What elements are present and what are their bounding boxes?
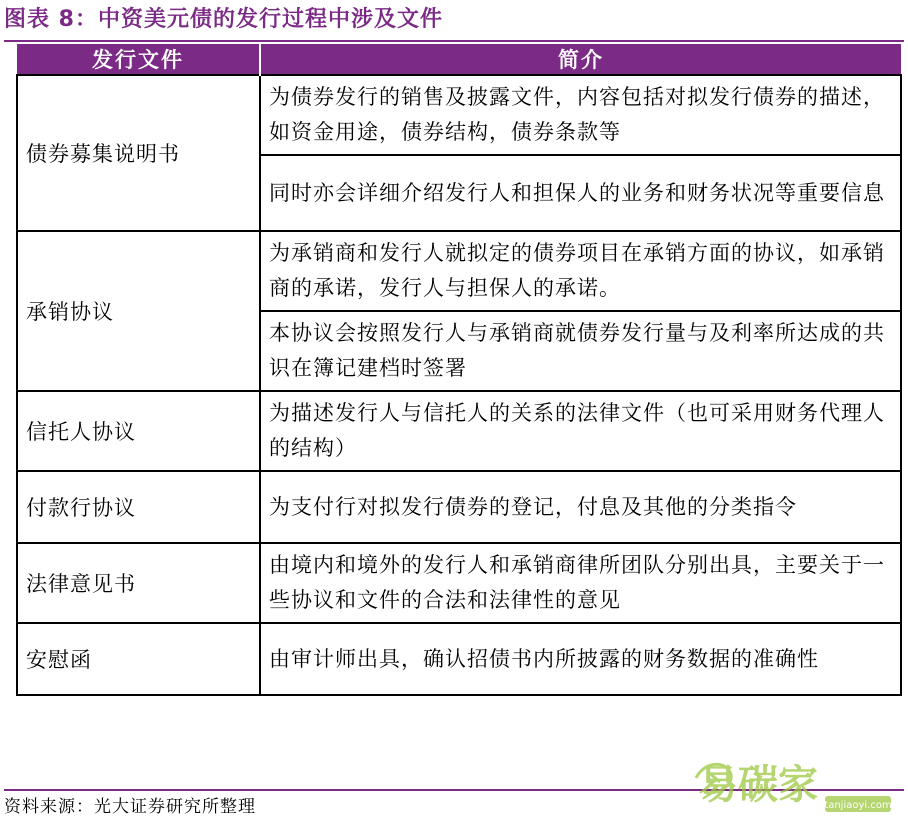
doc-desc: 为债券发行的销售及披露文件，内容包括对拟发行债券的描述，如资金用途，债券结构，债券条款等 [260,75,901,155]
doc-name-comfort-letter: 安慰函 [17,623,260,695]
watermark-domain: tanjiaoyi.com [824,800,892,811]
doc-name-prospectus: 债券募集说明书 [17,75,260,231]
table-row [17,543,901,623]
table-header-row [17,44,901,75]
header-summary: 简介 [260,44,901,75]
doc-name-paying-agent: 付款行协议 [17,471,260,543]
doc-name-trustee: 信托人协议 [17,391,260,471]
doc-desc: 本协议会按照发行人与承销商就债券发行量与及利率所达成的共识在簿记建档时签署 [260,311,901,391]
doc-name-underwriting: 承销协议 [17,231,260,391]
top-rule [4,40,904,42]
doc-desc: 由审计师出具，确认招债书内所披露的财务数据的准确性 [260,623,901,695]
table-row [17,75,901,155]
doc-desc: 为描述发行人与信托人的关系的法律文件（也可采用财务代理人的结构） [260,391,901,471]
doc-desc: 为支付行对拟发行债券的登记，付息及其他的分类指令 [260,471,901,543]
watermark-logo [690,752,895,816]
documents-table [16,44,902,696]
header-document: 发行文件 [17,44,260,75]
table-row [17,391,901,471]
table-row [17,231,901,311]
doc-desc: 为承销商和发行人就拟定的债券项目在承销方面的协议，如承销商的承诺，发行人与担保人的承诺。 [260,231,901,311]
watermark-brand: 易碳家 [698,762,818,808]
doc-desc: 同时亦会详细介绍发行人和担保人的业务和财务状况等重要信息 [260,155,901,231]
table-row [17,471,901,543]
table-row [17,623,901,695]
doc-name-legal-opinion: 法律意见书 [17,543,260,623]
source-note: 资料来源：光大证券研究所整理 [4,797,256,817]
figure-title: 图表 8：中资美元债的发行过程中涉及文件 [4,7,443,32]
doc-desc: 由境内和境外的发行人和承销商律所团队分别出具，主要关于一些协议和文件的合法和法律性的意见 [260,543,901,623]
